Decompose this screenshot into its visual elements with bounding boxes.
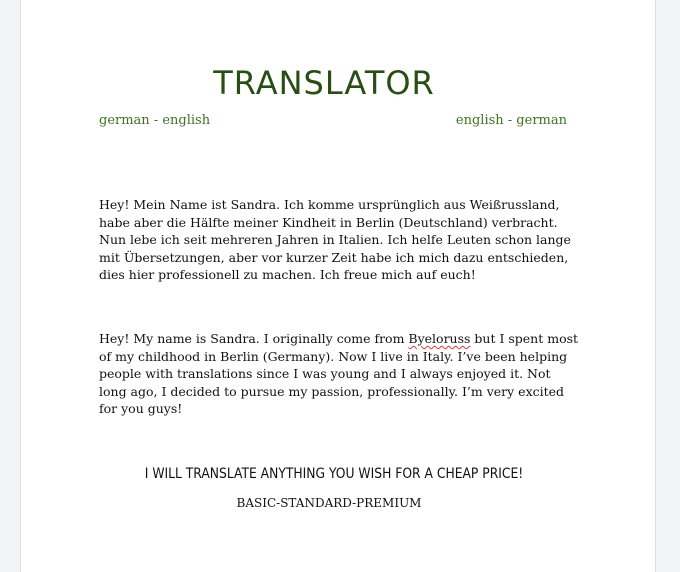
german-paragraph: Hey! Mein Name ist Sandra. Ich komme ursprünglich aus Weißrussland, habe aber die Hälfte meiner Kindheit in Berlin (Deutschland) verbracht. Nun lebe ich seit mehreren Jahren in Italien. Ich helfe Leuten schon lange mit Übersetzungen, aber vor kurzer Zeit habe ich mich dazu entschieden, dies hier professionell zu machen. Ich freue mich auf euch! [99,197,571,282]
pricing-tiers: BASIC-STANDARD-PREMIUM [236,496,422,510]
german-english-link[interactable]: german - english [99,113,211,128]
english-paragraph [99,330,579,418]
english-paragraph-part1: Hey! My name is Sandra. I originally come from [99,331,409,346]
english-paragraph-part2: but I spent most of my childhood in Berlin (Germany). Now I live in Italy. I’ve been helping people with translations since I was young and I always enjoyed it. Not long ago, I decided to pursue my passion, professionally. I’m very excited for you guys! [99,331,579,416]
english-german-link[interactable]: english - german [455,113,567,128]
document-page [20,0,656,572]
misspelled-word[interactable]: Byeloruss [408,331,471,346]
page-title: TRANSLATOR [213,64,435,102]
promo-heading: I WILL TRANSLATE ANYTHING YOU WISH FOR A CHEAP PRICE! [144,466,524,482]
